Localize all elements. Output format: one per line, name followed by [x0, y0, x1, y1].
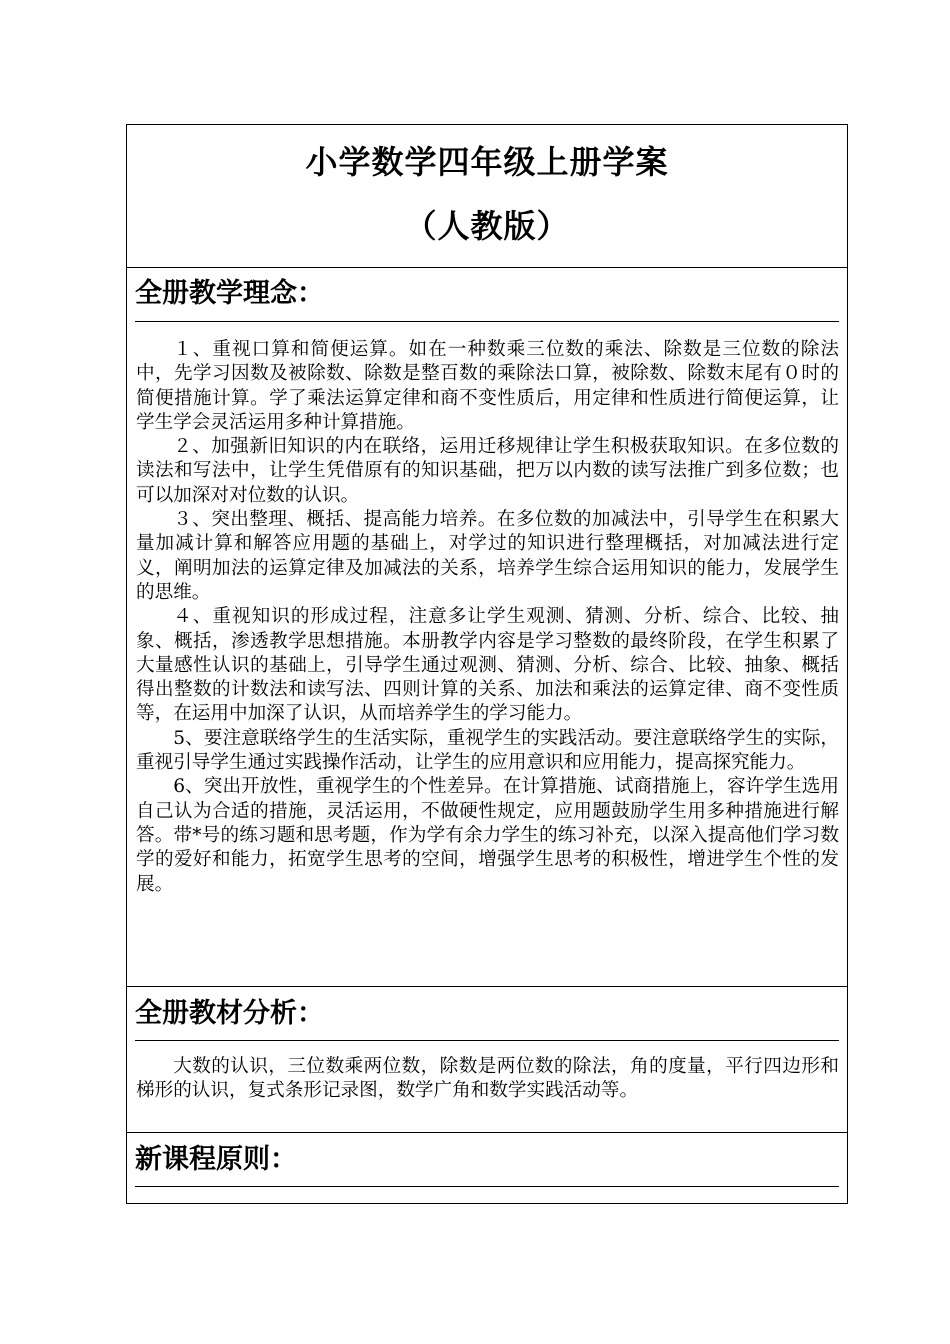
title-cell [127, 125, 847, 268]
section-divider [127, 986, 847, 987]
paragraph: 6、突出开放性，重视学生的个性差异。在计算措施、试商措施上，容许学生选用自己认为合适的措施，灵活运用，不做硬性规定，应用题鼓励学生用多种措施进行解答。带*号的练习题和思考题，作为学有余力学生的练习补充，以深入提高他们学习数学的爱好和能力，拓宽学生思考的空间，增强学生思考的积极性，增进学生个性的发展。 [136, 776, 839, 895]
section-divider [127, 1132, 847, 1133]
paragraph: 大数的认识，三位数乘两位数，除数是两位数的除法，角的度量，平行四边形和梯形的认识，复式条形记录图，数学广角和数学实践活动等。 [136, 1056, 839, 1102]
document-subtitle: （人教版） [404, 207, 570, 245]
lesson-plan-table [126, 124, 848, 1204]
section-body-teaching-philosophy [136, 338, 839, 897]
document-title: 小学数学四年级上册学案 [305, 143, 669, 181]
paragraph: 5、要注意联络学生的生活实际，重视学生的实践活动。要注意联络学生的实际，重视引导学生通过实践操作活动，让学生的应用意识和应用能力，提高探究能力。 [136, 727, 839, 774]
paragraph: １、重视口算和简便运算。如在一种数乘三位数的乘法、除数是三位数的除法中，先学习因数及被除数、除数是整百数的乘除法口算，被除数、除数末尾有０时的简便措施计算。学了乘法运算定律和商不变性质后，用定律和性质进行简便运算，让学生学会灵活运用多种计算措施。 [136, 339, 839, 433]
section-heading-textbook-analysis: 全册教材分析： [135, 997, 839, 1041]
paragraph: ３、突出整理、概括、提高能力培养。在多位数的加减法中，引导学生在积累大量加减计算和解答应用题的基础上，对学过的知识进行整理概括，对加减法进行定义，阐明加法的运算定律及加减法的关系，培养学生综合运用知识的能力，发展学生的思维。 [136, 509, 839, 603]
section-heading-curriculum-principles: 新课程原则： [135, 1143, 839, 1187]
section-heading-teaching-philosophy: 全册教学理念： [135, 277, 839, 322]
paragraph: ２、加强新旧知识的内在联络，运用迁移规律让学生积极获取知识。在多位数的读法和写法中，让学生凭借原有的知识基础，把万以内数的读写法推广到多位数；也可以加深对对位数的认识。 [136, 436, 839, 506]
section-body-textbook-analysis [136, 1055, 839, 1104]
paragraph: ４、重视知识的形成过程，注意多让学生观测、猜测、分析、综合、比较、抽象、概括，渗透教学思想措施。本册教学内容是学习整数的最终阶段，在学生积累了大量感性认识的基础上，引导学生通过观测、猜测、分析、综合、比较、抽象、概括得出整数的计数法和读写法、四则计算的关系、加法和乘法的运算定律、商不变性质等，在运用中加深了认识，从而培养学生的学习能力。 [136, 606, 839, 725]
